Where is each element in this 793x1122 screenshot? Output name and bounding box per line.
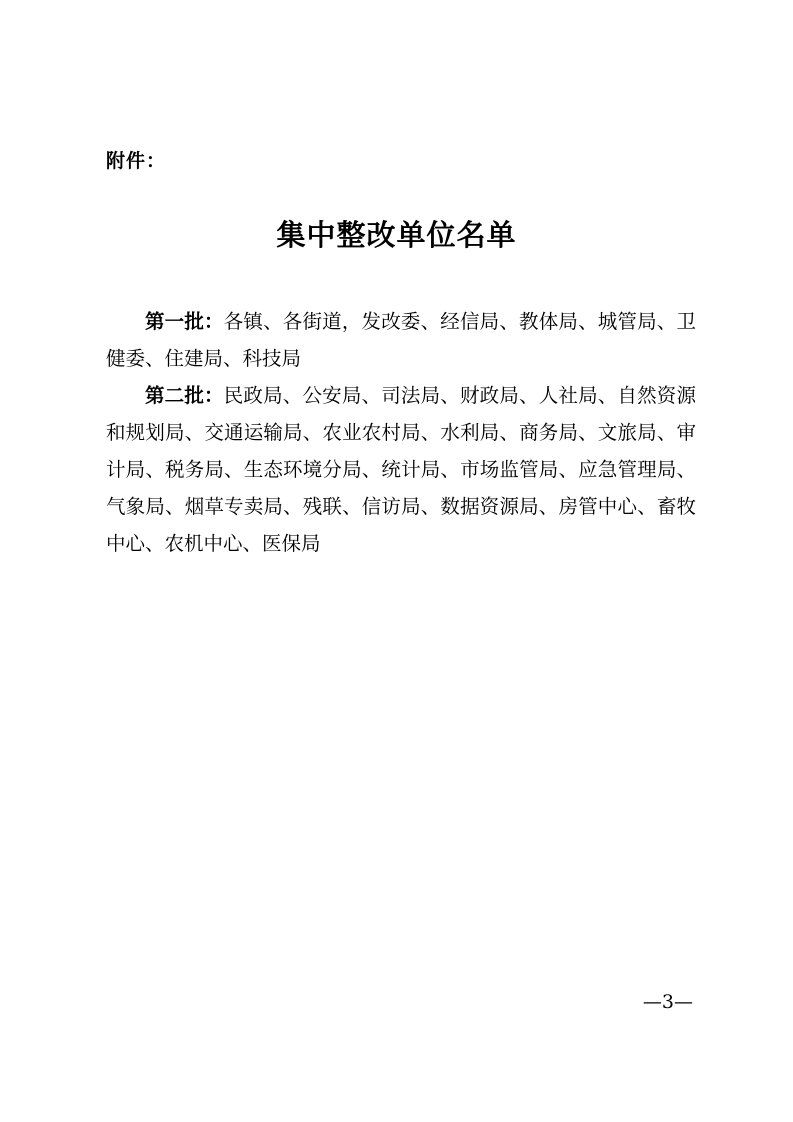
attachment-label: 附件： <box>106 150 167 172</box>
batch-paragraph-1 <box>106 303 696 377</box>
batch-label-2: 第二批： <box>145 384 224 407</box>
document-body <box>106 303 696 562</box>
batch-units-2: 民政局、公安局、司法局、财政局、人社局、自然资源和规划局、交通运输局、农业农村局、水利局、商务局、文旅局、审计局、税务局、生态环境分局、统计局、市场监管局、应急管理局、气象局、烟草专卖局、残联、信访局、数据资源局、房管中心、畜牧中心、农机中心、医保局 <box>106 384 696 555</box>
batch-units-1: 各镇、各街道，发改委、经信局、教体局、城管局、卫健委、住建局、科技局 <box>106 310 696 370</box>
document-title: 集中整改单位名单 <box>276 218 517 252</box>
batch-paragraph-2 <box>106 377 696 562</box>
page-number: —3— <box>642 991 693 1013</box>
batch-label-1: 第一批： <box>145 310 224 333</box>
